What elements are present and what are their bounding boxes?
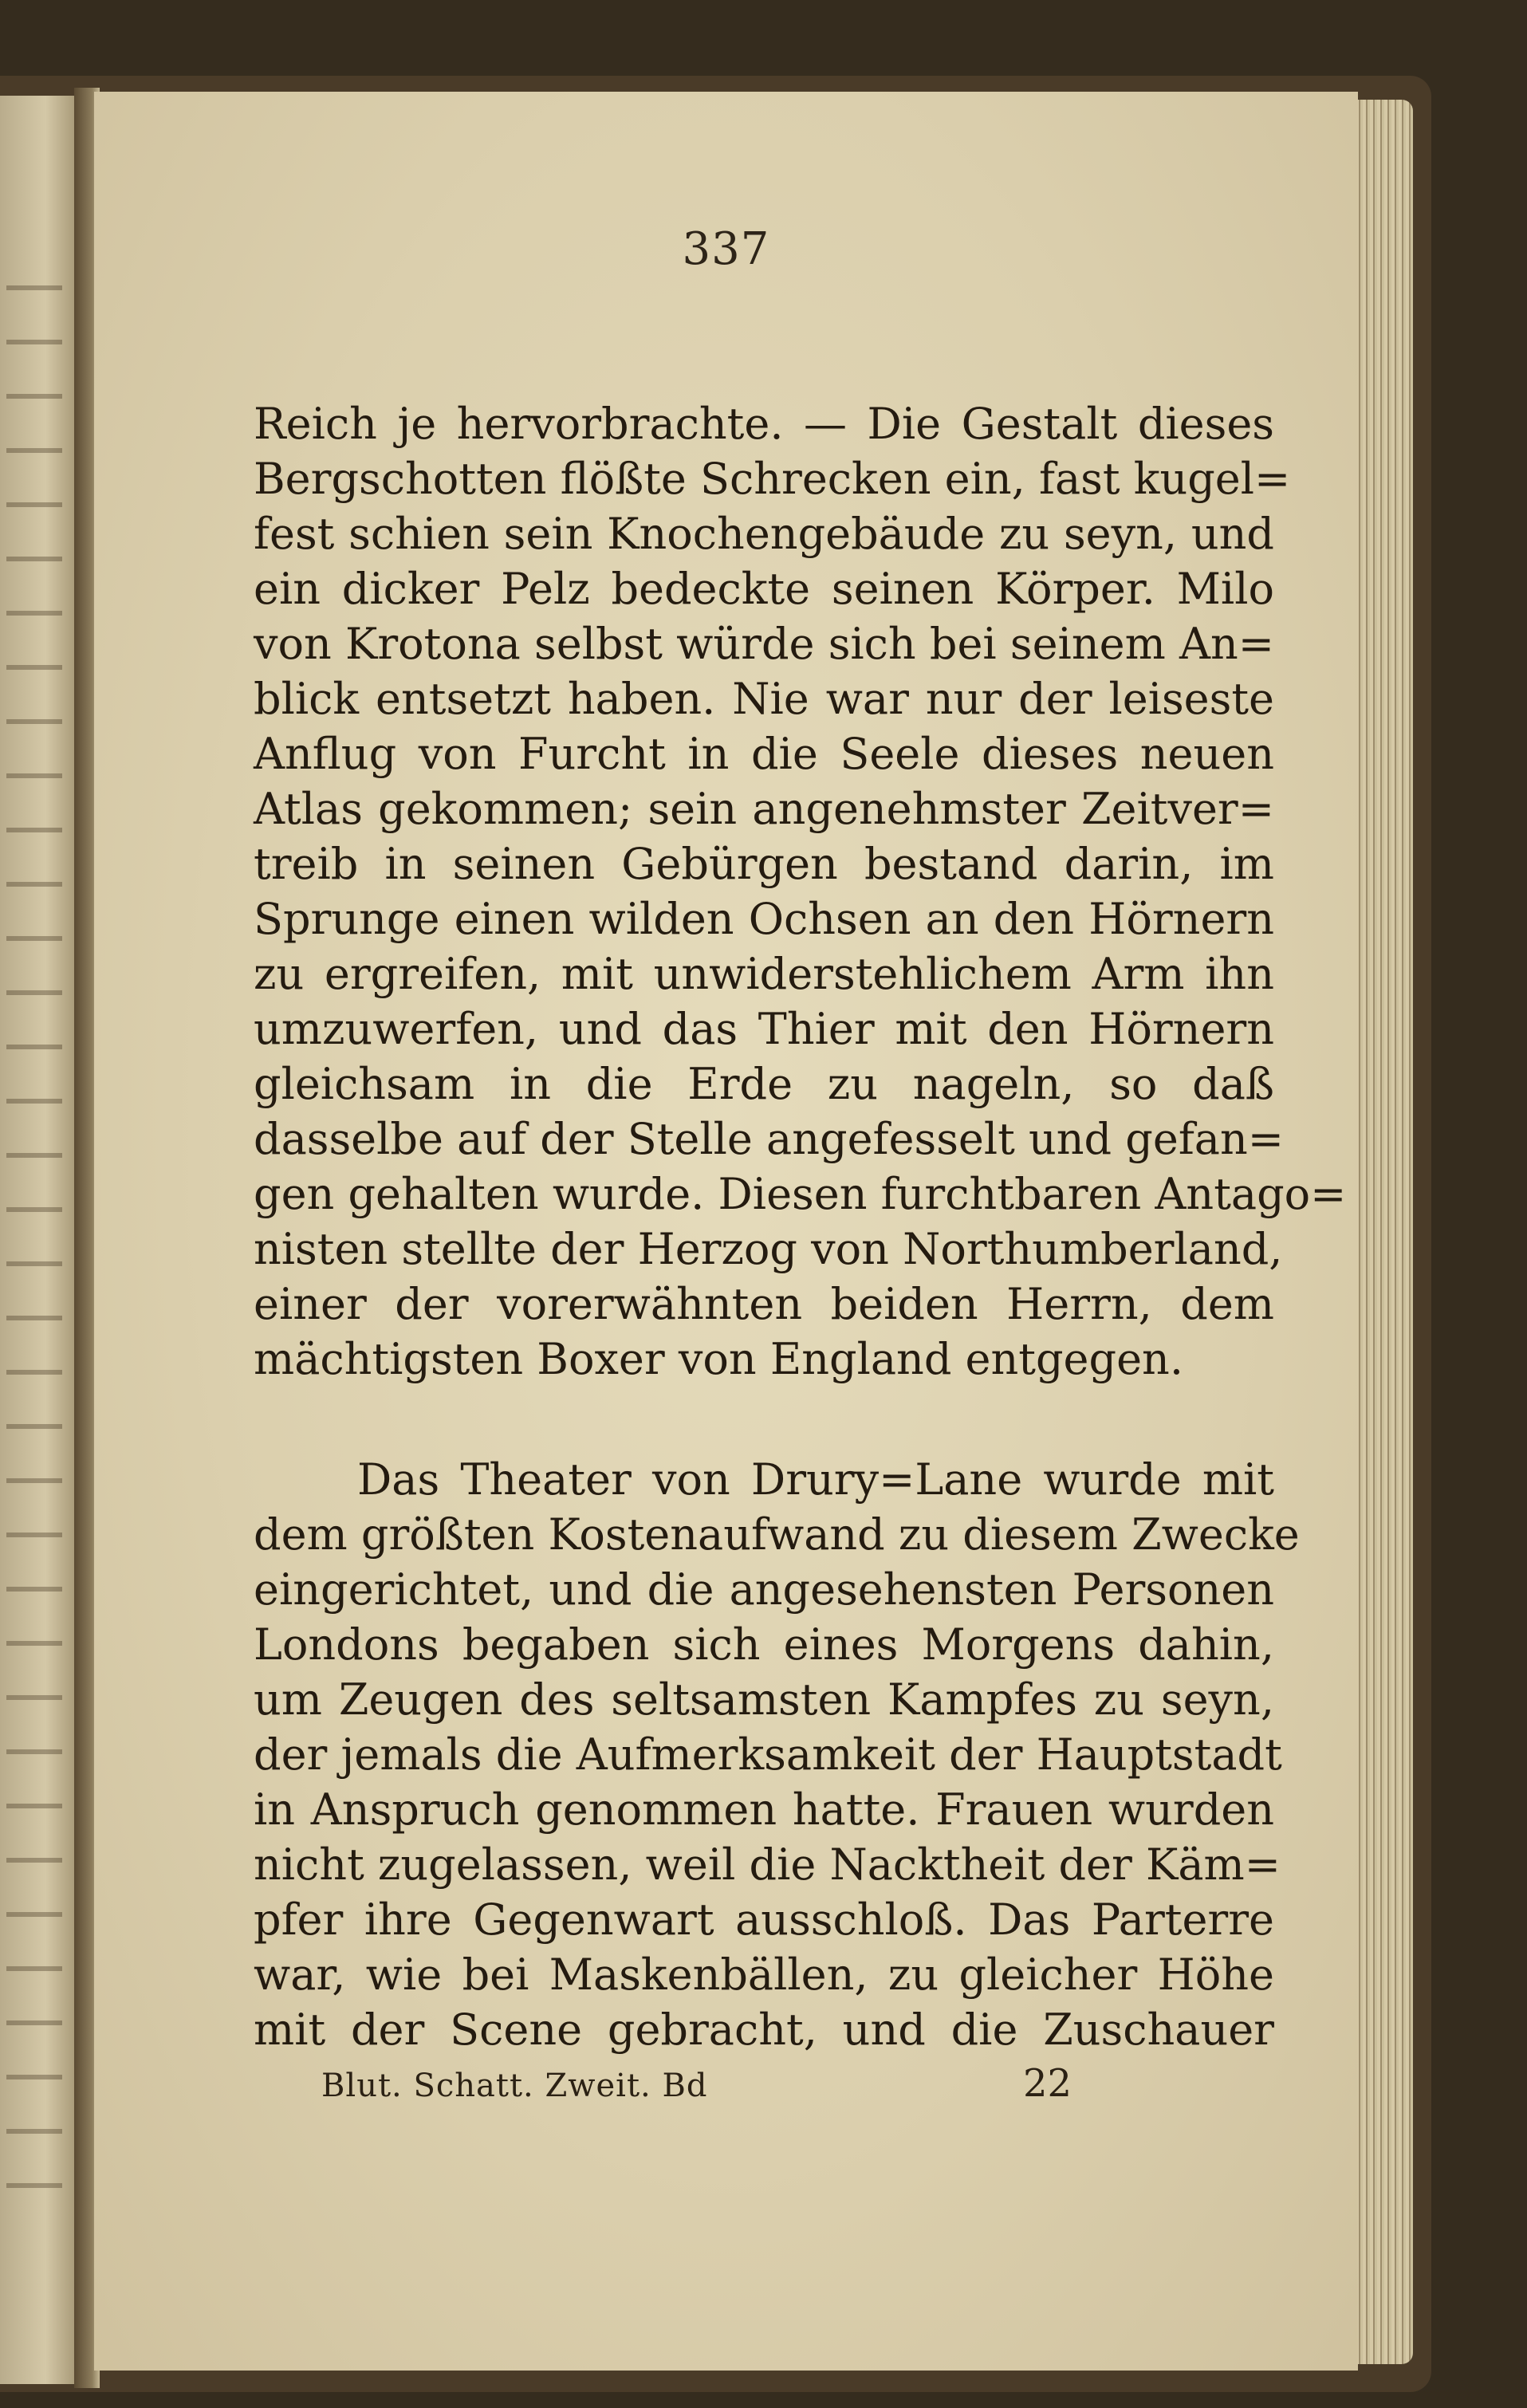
text-line: blick entsetzt haben. Nie war nur der leiseste (254, 674, 1274, 724)
facing-page-text-fragment (6, 239, 62, 2233)
page-number: 337 (682, 223, 770, 275)
text-line: ein dicker Pelz bedeckte seinen Körper. Milo (254, 564, 1274, 614)
text-line: war, wie bei Maskenbällen, zu gleicher Höhe (254, 1950, 1274, 2000)
text-line: um Zeugen des seltsamsten Kampfes zu seyn, (254, 1674, 1274, 1725)
text-line: eingerichtet, und die angesehensten Personen (254, 1564, 1274, 1615)
text-line: umzuwerfen, und das Thier mit den Hörnern (254, 1004, 1274, 1054)
body-text (254, 396, 1347, 2057)
text-line: treib in seinen Gebürgen bestand darin, im (254, 839, 1274, 889)
text-line: Londons begaben sich eines Morgens dahin, (254, 1619, 1274, 1670)
paragraph-break (254, 1387, 1274, 1452)
text-line: fest schien sein Knochengebäude zu seyn, und (254, 509, 1274, 559)
text-line: Sprunge einen wilden Ochsen an den Hörnern (254, 894, 1274, 944)
text-line: dem größten Kostenaufwand zu diesem Zwecke (254, 1509, 1300, 1560)
text-line: Anflug von Furcht in die Seele dieses neuen (254, 729, 1274, 779)
text-line: dasselbe auf der Stelle angefesselt und gefan= (254, 1114, 1285, 1164)
book-page (94, 92, 1358, 2371)
text-line: einer der vorerwähnten beiden Herrn, dem (254, 1279, 1274, 1329)
text-line: in Anspruch genommen hatte. Frauen wurden (254, 1784, 1274, 1835)
text-line: Das Theater von Drury=Lane wurde mit (357, 1454, 1274, 1505)
text-line: nicht zugelassen, weil die Nacktheit der Käm= (254, 1839, 1281, 1890)
facing-page-edge (0, 96, 77, 2384)
text-line: pfer ihre Gegenwart ausschloß. Das Parterre (254, 1895, 1274, 1945)
text-line: der jemals die Aufmerksamkeit der Hauptstadt (254, 1729, 1282, 1780)
text-line: zu ergreifen, mit unwiderstehlichem Arm ihn (254, 949, 1274, 999)
text-line: Atlas gekommen; sein angenehmster Zeitver= (254, 784, 1274, 834)
text-line: mit der Scene gebracht, und die Zuschauer (254, 2005, 1274, 2055)
signature-mark: Blut. Schatt. Zweit. Bd (321, 2068, 708, 2104)
text-line: gleichsam in die Erde zu nageln, so daß (254, 1059, 1274, 1109)
page-block-edges (1356, 100, 1413, 2364)
paragraph-1 (254, 396, 1347, 1387)
signature-number: 22 (1023, 2061, 1072, 2106)
text-line: nisten stellte der Herzog von Northumberland, (254, 1224, 1283, 1274)
paragraph-2 (254, 1452, 1300, 2057)
text-line: mächtigsten Boxer von England entgegen. (254, 1334, 1183, 1384)
text-line: gen gehalten wurde. Diesen furchtbaren Antago= (254, 1169, 1347, 1219)
text-line: von Krotona selbst würde sich bei seinem An= (254, 619, 1274, 669)
text-line: Bergschotten flößte Schrecken ein, fast kugel= (254, 454, 1291, 504)
text-line: Reich je hervorbrachte. — Die Gestalt dieses (254, 399, 1274, 449)
